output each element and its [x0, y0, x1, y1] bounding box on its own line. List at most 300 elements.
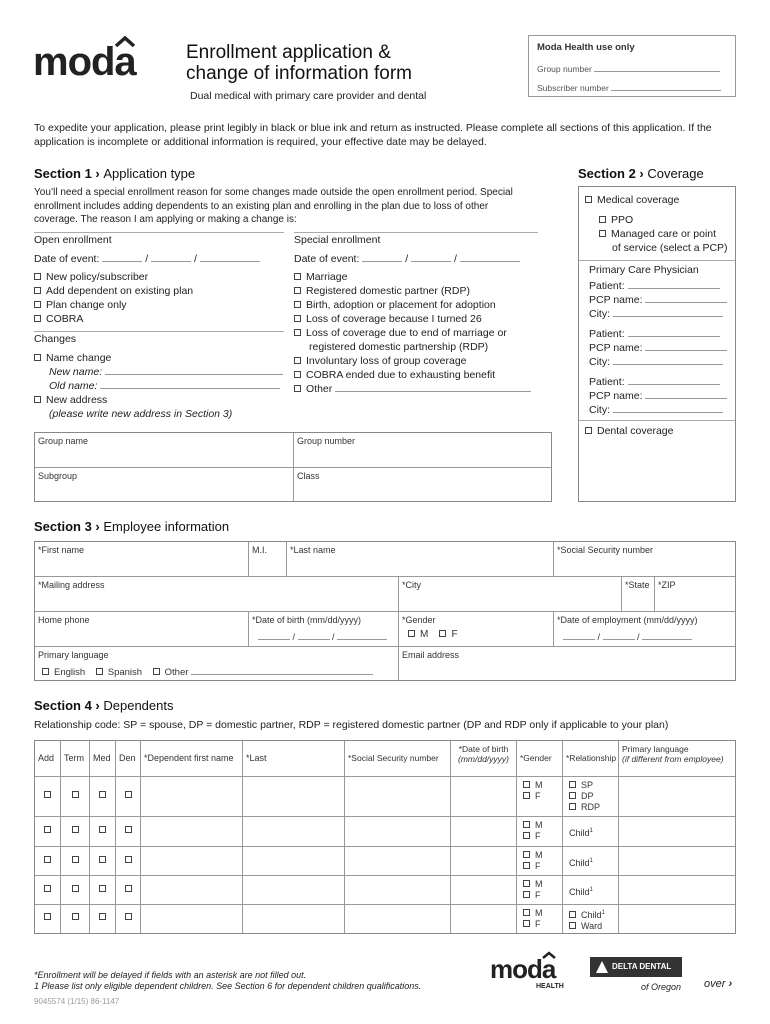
special-option[interactable] [294, 298, 531, 312]
email-field[interactable] [399, 647, 735, 680]
dependent-row-3-cell[interactable] [619, 847, 735, 876]
class-label: Class [297, 471, 320, 481]
chevron-right-icon: › [91, 166, 104, 181]
gender-f-label: F [535, 831, 541, 841]
chevron-right-icon: › [91, 519, 104, 534]
relationship-dp-option[interactable] [569, 791, 615, 802]
special-option-label: Marriage [306, 271, 348, 283]
section2-title: Coverage [647, 166, 704, 181]
moda-health-logo [490, 950, 570, 994]
checkbox[interactable] [125, 826, 132, 833]
relationship-child-option[interactable] [569, 885, 615, 898]
gender-m-label: M [535, 820, 543, 830]
dependent-row-4-cell [116, 876, 141, 905]
footnote-marker: 1 [589, 886, 593, 893]
checkbox[interactable] [569, 781, 576, 788]
dependent-row-4-cell[interactable] [141, 876, 243, 905]
managed-care-option[interactable] [599, 227, 716, 241]
dependent-row-4-cell [563, 876, 619, 905]
doe-dd[interactable] [603, 630, 635, 640]
chevron-right-icon: › [91, 698, 104, 713]
moda-logo-text: moda [33, 40, 136, 84]
state-field[interactable] [622, 577, 655, 612]
relationship-child-label: Child [569, 886, 590, 897]
checkbox[interactable] [523, 909, 530, 916]
ppo-option[interactable] [599, 213, 633, 227]
special-option-label: Loss of coverage because I turned 26 [306, 313, 482, 325]
managed-care-label: Managed care or point [611, 228, 717, 240]
city-label: *City [402, 580, 422, 590]
other-reason-field[interactable] [335, 382, 531, 392]
open-option[interactable] [34, 284, 193, 298]
open-date-mm[interactable] [102, 252, 142, 262]
checkbox[interactable] [523, 781, 530, 788]
special-option-label: Other [306, 383, 333, 395]
checkbox[interactable] [569, 911, 576, 918]
dependent-row-5-cell[interactable] [619, 905, 735, 933]
gender-f-option[interactable] [523, 831, 559, 842]
subgroup-field[interactable] [35, 468, 294, 501]
checkbox[interactable] [294, 315, 301, 322]
lang-spanish-label: Spanish [107, 667, 143, 678]
open-option[interactable] [34, 312, 193, 326]
open-date-yyyy[interactable] [200, 252, 260, 262]
doe-yyyy[interactable] [642, 630, 692, 640]
name-change-option[interactable] [34, 351, 283, 365]
mi-field[interactable] [249, 542, 287, 577]
checkbox[interactable] [294, 357, 301, 364]
checkbox[interactable] [294, 273, 301, 280]
gender-m-option[interactable] [523, 780, 559, 791]
doe-mm[interactable] [563, 630, 595, 640]
checkbox[interactable] [569, 792, 576, 799]
gender-m-label: M [535, 780, 543, 790]
employee-info-grid [34, 541, 736, 681]
checkbox[interactable] [72, 856, 79, 863]
checkbox[interactable] [34, 287, 41, 294]
checkbox[interactable] [585, 196, 592, 203]
delta-dental-logo [590, 957, 682, 977]
checkbox[interactable] [72, 913, 79, 920]
use-only-title: Moda Health use only [537, 42, 635, 53]
gender-m-label: M [420, 629, 429, 640]
pcp-city-field[interactable] [613, 307, 723, 317]
gender-f-label: F [535, 791, 541, 801]
home-phone-field[interactable] [35, 612, 249, 647]
checkbox[interactable] [72, 791, 79, 798]
checkbox[interactable] [125, 791, 132, 798]
open-option[interactable] [34, 298, 193, 312]
form-title-line1: Enrollment application & [186, 42, 391, 63]
mailing-address-label: *Mailing address [38, 580, 105, 590]
delta-of-oregon: of Oregon [641, 982, 682, 992]
dependent-row-5-cell [35, 905, 61, 933]
relationship-dp-label: DP [581, 791, 594, 801]
chevron-right-icon: › [635, 166, 648, 181]
checkbox[interactable] [99, 913, 106, 920]
doe-label: *Date of employment (mm/dd/yyyy) [557, 615, 698, 625]
new-name-field[interactable] [105, 365, 283, 375]
relationship-child-option[interactable] [569, 908, 615, 921]
dob-mm[interactable] [258, 630, 290, 640]
checkbox[interactable] [294, 287, 301, 294]
dependent-row-1-cell [35, 777, 61, 817]
checkbox[interactable] [599, 230, 606, 237]
col-primary-language [619, 741, 735, 777]
checkbox[interactable] [34, 301, 41, 308]
ssn-field[interactable] [554, 542, 735, 577]
checkbox[interactable] [569, 922, 576, 929]
new-name-label: New name: [49, 366, 103, 378]
checkbox[interactable] [44, 791, 51, 798]
first-name-field[interactable] [35, 542, 249, 577]
section4-title: Dependents [103, 698, 174, 713]
checkbox[interactable] [34, 396, 41, 403]
dependent-row-2-cell [35, 817, 61, 847]
moda-health-logo-text: moda [490, 954, 556, 984]
relationship-child-label: Child [569, 828, 590, 838]
special-option-label: COBRA ended due to exhausting benefit [306, 369, 496, 381]
relationship-rdp-option[interactable] [569, 802, 615, 813]
pcp-patient-label: Patient: [589, 328, 625, 340]
checkbox[interactable] [72, 826, 79, 833]
old-name-label: Old name: [49, 380, 98, 392]
name-change-label: Name change [46, 352, 112, 364]
dependent-row-1-cell[interactable] [619, 777, 735, 817]
checkbox[interactable] [42, 668, 49, 675]
mi-label: M.I. [252, 545, 267, 555]
special-option[interactable] [294, 354, 531, 368]
pcp-name-field[interactable] [645, 293, 727, 303]
checkbox[interactable] [523, 920, 530, 927]
section2-number: Section 2 [578, 166, 636, 181]
relationship-child-option[interactable] [569, 826, 615, 839]
dependent-row-1-cell [61, 777, 90, 817]
first-name-label: *First name [38, 545, 85, 555]
form-subtitle: Dual medical with primary care provider and dental [190, 90, 427, 102]
group-number-field[interactable] [294, 433, 551, 468]
dob-field[interactable]: *Date of birth (mm/dd/yyyy) / / [249, 612, 399, 647]
dependent-row-2-cell[interactable] [243, 817, 345, 847]
pcp-city-field[interactable] [613, 403, 723, 413]
managed-care-label-cont: of service (select a PCP) [612, 242, 728, 254]
checkbox[interactable] [523, 792, 530, 799]
dependent-row-1-cell [563, 777, 619, 817]
checkbox[interactable] [599, 216, 606, 223]
dependent-row-1-cell[interactable] [141, 777, 243, 817]
over-link[interactable] [704, 978, 732, 990]
new-address-option[interactable] [34, 393, 283, 407]
relationship-child-label: Child [581, 910, 602, 920]
open-date-dd[interactable] [151, 252, 191, 262]
section1-description: You’ll need a special enrollment reason for some changes made outside the open enrollment period. Special enrollment includes adding dependents to an existing plan and enrolling in the plan due to loss of other coverage. The reason I am applying or making a change is: [34, 187, 513, 225]
section2-heading [578, 166, 704, 181]
special-enrollment-heading: Special enrollment [294, 234, 381, 246]
checkbox[interactable] [99, 826, 106, 833]
dependent-row-2-cell [517, 817, 563, 847]
changes-options [34, 351, 283, 421]
checkbox[interactable] [523, 862, 530, 869]
pcp-heading: Primary Care Physician [589, 264, 699, 276]
checkbox[interactable] [44, 826, 51, 833]
pcp-name-field[interactable] [645, 341, 727, 351]
dependent-row-3-cell [116, 847, 141, 876]
checkbox[interactable] [44, 885, 51, 892]
dependent-row-4-cell[interactable] [619, 876, 735, 905]
section1-title: Application type [103, 166, 196, 181]
dob-label: *Date of birth (mm/dd/yyyy) [252, 615, 362, 625]
relationship-ward-option[interactable] [569, 921, 615, 932]
special-option-label: Registered domestic partner (RDP) [306, 285, 470, 297]
gender-m-option[interactable] [408, 629, 428, 640]
dental-coverage-option[interactable] [585, 424, 673, 438]
checkbox[interactable] [34, 354, 41, 361]
relationship-child-option[interactable] [569, 856, 615, 869]
pcp-city-label: City: [589, 404, 610, 416]
gender-m-option[interactable] [523, 908, 559, 919]
special-option[interactable] [294, 270, 531, 284]
open-date-label: Date of event: [34, 253, 100, 265]
pcp-patient-field[interactable] [628, 279, 720, 289]
lang-spanish-option[interactable] [96, 667, 142, 678]
gender-f-label: F [535, 890, 541, 900]
relationship-child-label: Child [569, 857, 590, 868]
checkbox[interactable] [72, 885, 79, 892]
gender-f-option[interactable] [523, 861, 559, 872]
coverage-box [578, 186, 736, 502]
last-name-field[interactable] [287, 542, 554, 577]
pcp-city-field[interactable] [613, 355, 723, 365]
special-option-continued: registered domestic partnership (RDP) [309, 341, 489, 353]
group-info-grid [34, 432, 552, 502]
class-field[interactable] [294, 468, 551, 501]
section3-title: Employee information [103, 519, 230, 534]
dependent-row-4-cell [61, 876, 90, 905]
col-gender: *Gender [517, 741, 563, 777]
gender-m-label: M [535, 850, 543, 860]
mailing-address-field[interactable] [35, 577, 399, 612]
relationship-sp-option[interactable] [569, 780, 615, 791]
moda-health-logo-sub: HEALTH [536, 983, 564, 990]
checkbox[interactable] [125, 856, 132, 863]
open-option-label: New policy/subscriber [46, 271, 149, 283]
col-primary-language-label: Primary language [622, 744, 689, 754]
checkbox[interactable] [44, 913, 51, 920]
col-primary-language-note: (if different from employee) [622, 754, 724, 764]
dependent-row-4-cell [517, 876, 563, 905]
use-only-subscriber-number-label: Subscriber number [537, 83, 609, 93]
checkbox[interactable] [125, 913, 132, 920]
old-name-field[interactable] [100, 379, 280, 389]
dependent-row-2-cell[interactable] [141, 817, 243, 847]
checkbox[interactable] [34, 273, 41, 280]
form-title [186, 42, 412, 84]
checkbox[interactable] [34, 315, 41, 322]
special-option-label: Involuntary loss of group coverage [306, 355, 467, 367]
subgroup-label: Subgroup [38, 471, 78, 481]
gender-m-option[interactable] [523, 820, 559, 831]
dependent-row-1-cell [90, 777, 116, 817]
dependent-row-4-cell[interactable] [243, 876, 345, 905]
checkbox[interactable] [99, 856, 106, 863]
dependent-row-2-cell [90, 817, 116, 847]
gender-m-option[interactable] [523, 850, 559, 861]
special-option[interactable] [294, 368, 531, 382]
dependent-row-2-cell[interactable] [451, 817, 517, 847]
dependent-row-5-cell [563, 905, 619, 933]
checkbox[interactable] [99, 885, 106, 892]
checkbox[interactable] [523, 891, 530, 898]
checkbox[interactable] [439, 630, 446, 637]
special-option[interactable] [294, 312, 531, 326]
dependent-row-3-cell [90, 847, 116, 876]
section3-heading [34, 519, 229, 534]
gender-f-label: F [451, 629, 458, 640]
lang-other-option[interactable] [153, 667, 189, 678]
checkbox[interactable] [153, 668, 160, 675]
lang-other-field[interactable] [191, 665, 373, 675]
dependent-row-3-cell[interactable] [451, 847, 517, 876]
dependent-row-3-cell[interactable] [345, 847, 451, 876]
special-date-of-event: Date of event: / / [294, 252, 520, 266]
gender-f-option[interactable] [439, 629, 457, 640]
footnote-marker: 1 [589, 828, 593, 834]
dependent-row-1-cell[interactable] [451, 777, 517, 817]
relationship-sp-label: SP [581, 780, 594, 790]
open-options [34, 270, 193, 326]
relationship-rdp-label: RDP [581, 802, 601, 812]
checkbox[interactable] [125, 885, 132, 892]
dependent-row-4-cell [35, 876, 61, 905]
zip-field[interactable] [655, 577, 735, 612]
footnote-marker: 1 [589, 857, 593, 864]
open-option[interactable] [34, 270, 193, 284]
pcp-name-field[interactable] [645, 389, 727, 399]
group-name-label: Group name [38, 436, 89, 446]
email-label: Email address [402, 650, 460, 660]
col-den: Den [116, 741, 141, 777]
checkbox[interactable] [523, 880, 530, 887]
dependent-row-4-cell[interactable] [345, 876, 451, 905]
open-enrollment-heading: Open enrollment [34, 234, 112, 246]
dob-dd[interactable] [298, 630, 330, 640]
ppo-label: PPO [611, 214, 634, 226]
over-label: over [704, 978, 726, 990]
checkbox[interactable] [408, 630, 415, 637]
dependent-row-1-cell [517, 777, 563, 817]
special-option[interactable] [294, 382, 531, 396]
checkbox[interactable] [294, 385, 301, 392]
special-date-dd[interactable] [411, 252, 451, 262]
doe-field[interactable]: *Date of employment (mm/dd/yyyy) / / [554, 612, 735, 647]
checkbox[interactable] [523, 832, 530, 839]
checkbox[interactable] [585, 427, 592, 434]
dependent-row-3-cell [517, 847, 563, 876]
footer-note-2: 1 Please list only eligible dependent children. See Section 6 for dependent children qualifications. [34, 981, 422, 991]
dependent-row-3-cell[interactable] [141, 847, 243, 876]
gender-f-label: F [535, 861, 541, 871]
gender-f-option[interactable] [523, 890, 559, 901]
open-option-label: Plan change only [46, 299, 127, 311]
dependent-row-4-cell [90, 876, 116, 905]
gender-f-option[interactable] [523, 919, 559, 930]
pcp-name-label: PCP name: [589, 390, 643, 402]
dependent-row-2-cell[interactable] [619, 817, 735, 847]
city-field[interactable] [399, 577, 622, 612]
dependent-row-5-cell[interactable] [345, 905, 451, 933]
section4-number: Section 4 [34, 698, 92, 713]
dob-yyyy[interactable] [337, 630, 387, 640]
dependent-row-1-cell[interactable] [345, 777, 451, 817]
dental-coverage-label: Dental coverage [597, 425, 674, 437]
dependent-row-1-cell [116, 777, 141, 817]
checkbox[interactable] [294, 329, 301, 336]
dependent-row-4-cell[interactable] [451, 876, 517, 905]
home-phone-label: Home phone [38, 615, 90, 625]
lang-other-label: Other [164, 667, 189, 678]
lang-english-option[interactable] [42, 667, 85, 678]
use-only-group-number-label: Group number [537, 64, 592, 74]
dependent-row-3-cell[interactable] [243, 847, 345, 876]
dependent-row-5-cell[interactable] [451, 905, 517, 933]
special-option-label: Birth, adoption or placement for adoption [306, 299, 496, 311]
gender-m-label: M [535, 908, 543, 918]
dependent-row-5-cell[interactable] [141, 905, 243, 933]
changes-heading: Changes [34, 333, 77, 345]
gender-m-option[interactable] [523, 879, 559, 890]
dependents-table [34, 740, 736, 934]
use-only-subscriber-number-field[interactable] [611, 81, 721, 91]
pcp-patient-label: Patient: [589, 280, 625, 292]
checkbox[interactable] [523, 821, 530, 828]
dependent-row-5-cell[interactable] [243, 905, 345, 933]
open-option-label: Add dependent on existing plan [46, 285, 194, 297]
group-name-field[interactable] [35, 433, 294, 468]
col-ssn: *Social Security number [345, 741, 451, 777]
pcp-patient-field[interactable] [628, 327, 720, 337]
dependent-row-2-cell [563, 817, 619, 847]
checkbox[interactable] [294, 301, 301, 308]
dependent-row-3-cell [35, 847, 61, 876]
checkbox[interactable] [569, 803, 576, 810]
pcp-patient-label: Patient: [589, 376, 625, 388]
new-address-note: (please write new address in Section 3) [49, 408, 233, 420]
col-dob [451, 741, 517, 777]
special-date-mm[interactable] [362, 252, 402, 262]
pcp-patient-field[interactable] [628, 375, 720, 385]
special-option[interactable] [294, 326, 531, 340]
checkbox[interactable] [99, 791, 106, 798]
dependent-row-2-cell[interactable] [345, 817, 451, 847]
gender-f-option[interactable] [523, 791, 559, 802]
special-date-yyyy[interactable] [460, 252, 520, 262]
dependent-row-1-cell[interactable] [243, 777, 345, 817]
checkbox[interactable] [294, 371, 301, 378]
use-only-group-number-field[interactable] [594, 62, 720, 72]
medical-coverage-label: Medical coverage [597, 194, 680, 206]
open-option-label: COBRA [46, 313, 84, 325]
delta-triangle-icon [595, 960, 609, 974]
special-option[interactable] [294, 284, 531, 298]
checkbox[interactable] [523, 851, 530, 858]
pcp-name-label: PCP name: [589, 294, 643, 306]
dependent-row-2-cell [61, 817, 90, 847]
checkbox[interactable] [44, 856, 51, 863]
medical-coverage-option[interactable] [585, 193, 679, 207]
checkbox[interactable] [96, 668, 103, 675]
lang-english-label: English [54, 667, 86, 678]
footnote-marker: 1 [601, 910, 605, 916]
